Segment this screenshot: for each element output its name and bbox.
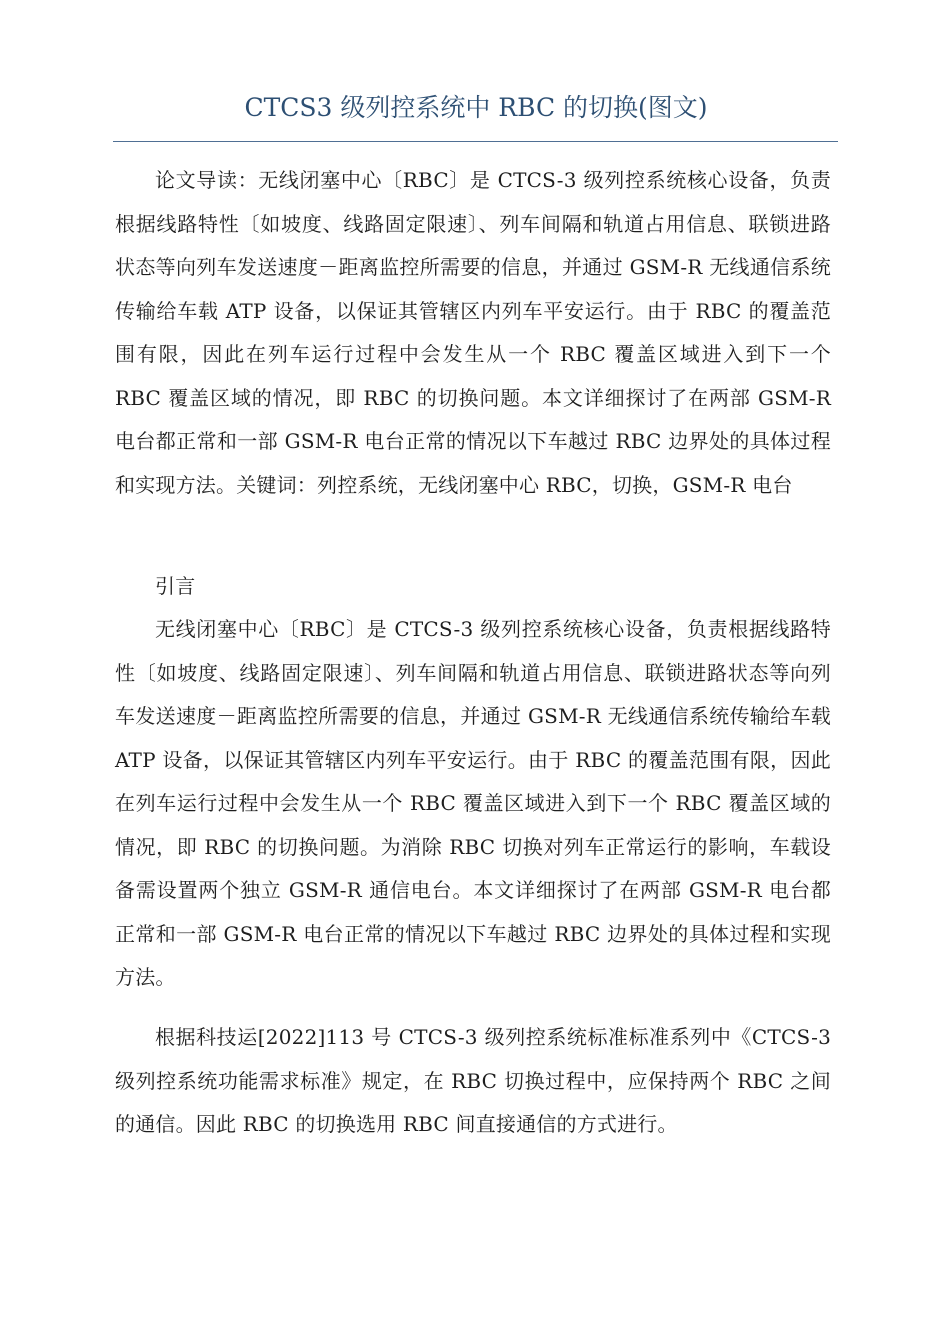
standard-basis-paragraph: 根据科技运[2022]113 号 CTCS-3 级列控系统标准标准系列中《CTCS-3 级列控系统功能需求标准》规定，在 RBC 切换过程中，应保持两个 RBC 之间的通信。因此 RBC 的切换选用 RBC 间直接通信的方式进行。 — [115, 1025, 831, 1136]
introduction-paragraph: 无线闭塞中心〔RBC〕是 CTCS-3 级列控系统核心设备，负责根据线路特性〔如坡度、线路固定限速〕、列车间隔和轨道占用信息、联锁进路状态等向列车发送速度－距离监控所需要的信息，并通过 GSM-R 无线通信系统传输给车载 ATP 设备，以保证其管辖区内列车平安运行。由于 RBC 的覆盖范围有限，因此在列车运行过程中会发生从一个 RBC 覆盖区域进入到下一个 RBC 覆盖区域的情况，即 RBC 的切换问题。为消除 RBC 切换对列车正常运行的影响，车载设备需设置两个独立 GSM-R 通信电台。本文详细探讨了在两部 GSM-R 电台都正常和一部 GSM-R 电台正常的情况以下车越过 RBC 边界处的具体过程和实现方法。 — [115, 617, 831, 989]
abstract-paragraph: 论文导读：无线闭塞中心〔RBC〕是 CTCS-3 级列控系统核心设备，负责根据线路特性〔如坡度、线路固定限速〕、列车间隔和轨道占用信息、联锁进路状态等向列车发送速度－距离监控所需要的信息，并通过 GSM-R 无线通信系统传输给车载 ATP 设备，以保证其管辖区内列车平安运行。由于 RBC 的覆盖范围有限，因此在列车运行过程中会发生从一个 RBC 覆盖区域进入到下一个 RBC 覆盖区域的情况，即 RBC 的切换问题。本文详细探讨了在两部 GSM-R 电台都正常和一部 GSM-R 电台正常的情况以下车越过 RBC 边界处的具体过程和实现方法。关键词：列控系统，无线闭塞中心 RBC，切换，GSM-R 电台 — [115, 168, 831, 497]
document-title: CTCS3 级列控系统中 RBC 的切换(图文) — [244, 93, 708, 122]
section-heading-introduction: 引言 — [155, 574, 196, 598]
title-divider — [113, 141, 838, 142]
